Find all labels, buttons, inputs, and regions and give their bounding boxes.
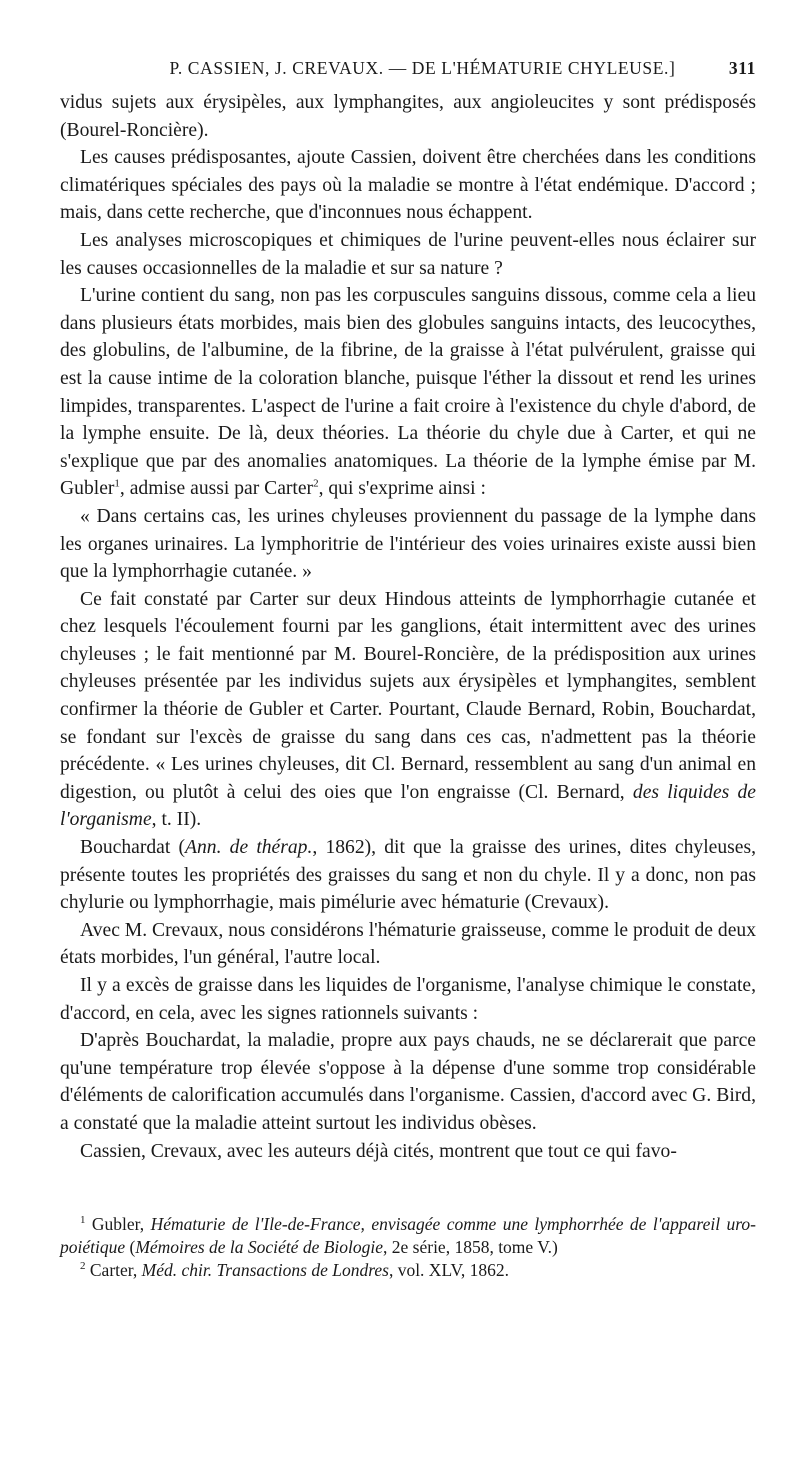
paragraph-4-text-c: , qui s'exprime ainsi : <box>318 478 486 500</box>
paragraph-7 <box>60 834 756 917</box>
running-header <box>60 58 756 79</box>
footnote-1-text-b: ( <box>125 1237 136 1258</box>
paragraph-2-text: Les causes prédisposantes, ajoute Cassien, doivent être cherchées dans les conditions climatériques spéciales des pays où la maladie se montre à l'état endémique. D'accord ; mais, dans cette recherche, que d'inconnues nous échappent. <box>60 147 756 224</box>
paragraph-1 <box>60 89 756 144</box>
paragraph-6-italic: des liquides de l'organisme <box>60 781 756 831</box>
paragraph-6-text: Ce fait constaté par Carter sur deux Hindous atteints de lymphorrhagie cutanée et chez lesquels l'écoulement fourni par les ganglions, était intermittent avec des urines chyleuses ; le fait mentionné par M. Bourel-Roncière, de la prédisposition aux urines chyleuses présentée par les individus sujets aux érysipèles et lymphangites, semblent confirmer la théorie de Gubler et Carter. Pourtant, Claude Bernard, Robin, Bouchardat, se fondant sur l'excès de graisse du sang dans ces cas, n'admettent pas la théorie précédente. « Les urines chyleuses, dit Cl. Bernard, ressemblent au sang d'un animal en digestion, ou plutôt à celui des oies que l'on engraisse (Cl. Bernard, <box>60 588 756 803</box>
paragraph-9 <box>60 972 756 1027</box>
footnote-2-mark: 2 <box>80 1260 86 1273</box>
footnote-ref-2: 2 <box>313 477 319 490</box>
running-title: P. CASSIEN, J. CREVAUX. — DE L'HÉMATURIE CHYLEUSE.] <box>169 58 676 78</box>
footnote-2-text-b: , vol. XLV, 1862. <box>388 1260 510 1281</box>
paragraph-3 <box>60 227 756 282</box>
paragraph-10 <box>60 1027 756 1137</box>
paragraph-2 <box>60 144 756 227</box>
footnote-1-journal: Mémoires de la Société de Biologie <box>135 1237 384 1258</box>
paragraph-7-text: Bouchardat ( <box>80 837 186 859</box>
paragraph-5-text: « Dans certains cas, les urines chyleuses proviennent du passage de la lymphe dans les organes urinaires. La lymphoritrie de l'intérieur des voies urinaires existe aussi bien que la lymphorrhagie cutanée. » <box>60 505 756 583</box>
paragraph-8-text: Avec M. Crevaux, nous considérons l'hématurie graisseuse, comme le produit de deux états morbides, l'un général, l'autre local. <box>60 919 756 969</box>
paragraph-1-text: vidus sujets aux érysipèles, aux lymphangites, aux angioleucites y sont prédisposés (Bourel-Roncière). <box>60 92 756 141</box>
paragraph-11-text: Cassien, Crevaux, avec les auteurs déjà cités, montrent que tout ce qui favo- <box>80 1140 677 1162</box>
paragraph-7-italic: Ann. de thérap. <box>185 837 313 859</box>
footnote-1 <box>60 1213 756 1259</box>
footnote-2 <box>60 1259 756 1282</box>
footnote-1-text: Gubler, <box>85 1214 151 1235</box>
paragraph-5 <box>60 503 756 586</box>
footnote-2-journal: Méd. chir. Transactions de Londres <box>141 1260 389 1281</box>
page-number: 311 <box>728 58 756 78</box>
paragraph-11 <box>60 1138 756 1166</box>
main-text <box>60 89 756 1165</box>
footnote-1-mark: 1 <box>80 1214 86 1227</box>
paragraph-7-text-b: , 1862), dit que la graisse des urines, dites chyleuses, présente toutes les propriétés des graisses du sang et non du chyle. Il y a donc, non pas chylurie ou lymphorrhagie, mais pimélurie avec hématurie (Crevaux). <box>60 837 756 914</box>
footnote-ref-1: 1 <box>114 477 120 490</box>
paragraph-9-text: Il y a excès de graisse dans les liquides de l'organisme, l'analyse chimique le constate, d'accord, en cela, avec les signes rationnels suivants : <box>60 975 756 1024</box>
footnote-1-text-c: , 2e série, 1858, tome V.) <box>383 1237 558 1258</box>
paragraph-4 <box>60 282 756 503</box>
footnotes <box>60 1213 756 1282</box>
paragraph-4-text: L'urine contient du sang, non pas les corpuscules sanguins dissous, comme cela a lieu dans plusieurs états morbides, mais bien des globules sanguins intacts, des leucocythes, des globulins, de l'albumine, de la fibrine, de la graisse à l'état pulvérulent, graisse qui est la cause intime de la coloration blanche, puisque l'éther la dissout et rend les urines limpides, transparentes. L'aspect de l'urine a fait croire à l'existence du chyle d'abord, de la lymphe ensuite. De là, deux théories. La théorie du chyle due à Carter, et qui ne s'explique que par des anomalies anatomiques. La théorie de la lymphe émise par M. Gubler <box>60 285 756 500</box>
paragraph-10-text: D'après Bouchardat, la maladie, propre aux pays chauds, ne se déclarerait que parce qu'une température trop élevée s'oppose à la dépense d'une somme trop considérable d'éléments de calorification accumulés dans l'organisme. Cassien, d'accord avec G. Bird, a constaté que la maladie atteint surtout les individus obèses. <box>60 1030 756 1134</box>
footnote-1-title: Hématurie de l'Ile-de-France, envisagée comme une lymphorrhée de l'appareil uro-poiétique <box>60 1214 756 1258</box>
paragraph-4-text-b: , admise aussi par Carter <box>119 478 314 500</box>
paragraph-6-text-b: , t. II). <box>151 809 202 831</box>
footnote-2-text: Carter, <box>85 1260 142 1281</box>
paragraph-6 <box>60 586 756 834</box>
paragraph-8 <box>60 917 756 972</box>
paragraph-3-text: Les analyses microscopiques et chimiques de l'urine peuvent-elles nous éclairer sur les causes occasionnelles de la maladie et sur sa nature ? <box>60 229 756 279</box>
